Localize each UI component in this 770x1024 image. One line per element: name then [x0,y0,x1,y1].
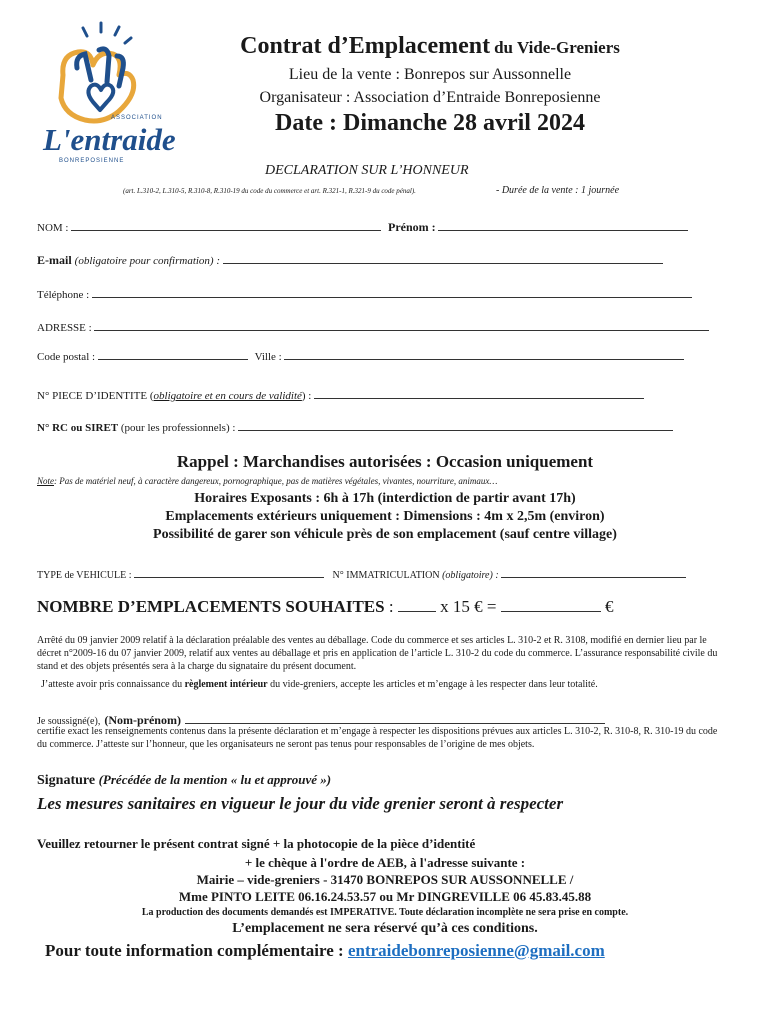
prenom-label: Prénom : [387,220,436,234]
emplacements-price: x 15 € = [440,597,497,616]
immat-field[interactable] [501,566,686,578]
sanitary-notice: Les mesures sanitaires en vigueur le jour du vide grenier seront à respecter [37,794,564,813]
code-postal-field[interactable] [98,348,248,360]
code-postal-label: Code postal : [37,351,96,363]
rappel-emplacements: Emplacements extérieurs uniquement : Dimensions : 4m x 2,5m (environ) [165,509,605,524]
ville-label: Ville : [254,351,282,363]
piece-identite-note: obligatoire et en cours de validité [153,390,302,402]
piece-identite-label: N° PIECE D’IDENTITE ( [37,390,154,402]
emplacements-currency: € [604,597,614,616]
rc-siret-row [37,419,673,434]
title-suffix: du Vide-Greniers [494,38,620,57]
piece-identite-end: ) : [301,390,312,402]
contact-row [45,941,605,961]
page-title [200,33,660,60]
piece-identite-field[interactable] [314,387,644,399]
declaration-title: DECLARATION SUR L’HONNEUR [265,163,469,178]
association-logo [33,20,176,170]
organizer: Organisateur : Association d’Entraide Bonreposienne [259,89,601,106]
rappel-parking: Possibilité de garer son véhicule près de son emplacement (sauf centre village) [153,527,617,542]
retour-imperative: La production des documents demandés est IMPERATIVE. Toute déclaration incomplète ne sera prise en compte. [141,907,629,918]
adresse-label: ADRESSE : [37,322,92,334]
telephone-label: Téléphone : [37,289,90,301]
adresse-row [37,319,709,334]
emplacements-total-field[interactable] [501,597,601,612]
emplacements-label: NOMBRE D’EMPLACEMENTS SOUHAITES [37,597,385,616]
atteste-text-1: J’atteste avoir pris connaissance du [41,679,183,690]
nom-field[interactable] [71,219,381,231]
arrete-text: Arrêté du 09 janvier 2009 relatif à la déclaration préalable des ventes au déballage. Code du commerce et ses articles L. 310-2 et R. 3108, modifié en dernier lieu par le décret n°2009-16 du 07 janvier 2009, relatif aux ventes au déballage et pris en application de l’article L. 310-2 du code du commerce. L’assurance responsabilité civile du stand et des objets présentés sera à la charge du signataire du présent document. [37,635,718,672]
emplacements-row [37,597,613,617]
signature-label: Signature [37,773,96,788]
emplacements-colon: : [388,597,394,616]
legal-reference: (art. L.310-2, L.310-5, R.310-8, R.310-19 du code du commerce et art. R.321-1, R.321-9 du code pénal). [123,187,416,195]
nom-prenom-field[interactable] [185,712,605,724]
signature-note: (Précédée de la mention « lu et approuvé ») [98,772,332,787]
contact-email-link[interactable]: entraidebonreposienne@gmail.com [347,941,605,960]
email-label: E-mail [37,253,72,267]
soussigne-label: Je soussigné(e), [37,716,101,727]
immat-note: (obligatoire) : [442,570,499,581]
vehicle-type-field[interactable] [134,566,324,578]
signature-row [37,772,331,789]
retour-address: Mairie – vide-greniers - 31470 BONREPOS SUR AUSSONNELLE / [196,872,574,887]
title-main: Contrat d’Emplacement [240,33,491,59]
sale-date: Date : Dimanche 28 avril 2024 [275,110,585,136]
adresse-field[interactable] [94,319,709,331]
rc-siret-label: N° RC ou SIRET [37,422,119,434]
immat-label: N° IMMATRICULATION [332,570,440,581]
prenom-field[interactable] [438,219,688,231]
code-postal-row [37,348,684,363]
logo-main-text: L'entraide [43,122,176,157]
atteste-bold: règlement intérieur [184,679,268,690]
email-row [37,252,663,268]
vehicle-type-label: TYPE de VEHICULE : [37,570,132,581]
rc-siret-field[interactable] [238,419,673,431]
logo-small-text: ASSOCIATION [111,115,163,121]
nom-label: NOM : [37,222,69,234]
atteste-reglement [41,679,598,690]
soussigne-text: certifie exact les renseignements contenus dans la présente déclaration et m’engage à respecter les dispositions prévues aux articles L. 310-2, R. 310-8, R. 310-19 du code du commerce. J’atteste sur l’honneur, que les organisateurs ne seront pas tenus pour responsables de l’origine de mes objets. [37,726,718,750]
sale-duration: - Durée de la vente : 1 journée [496,185,620,196]
rc-siret-note: (pour les professionnels) : [120,422,236,434]
rappel-note-label: Note [37,476,54,486]
retour-conditions: L’emplacement ne sera réservé qu’à ces conditions. [232,921,538,936]
ville-field[interactable] [284,348,684,360]
nom-row [37,219,688,235]
email-field[interactable] [223,252,663,264]
soussigne-bold: (Nom-prénom) [104,713,181,727]
rappel-title: Rappel : Marchandises autorisées : Occasion uniquement [176,452,594,471]
atteste-text-2: du vide-greniers, accepte les articles et m’engage à les respecter dans leur totalité. [270,679,598,690]
email-note: (obligatoire pour confirmation) : [74,255,221,267]
rappel-note-text: : Pas de matériel neuf, à caractère dangereux, pornographique, pas de matières végétales, vivantes, nourriture, animaux… [54,476,498,486]
telephone-row [37,286,692,301]
rappel-note [37,476,497,486]
telephone-field[interactable] [92,286,692,298]
emplacements-count-field[interactable] [398,597,436,612]
logo-sub-text: BONREPOSIENNE [59,158,125,164]
contact-label: Pour toute information complémentaire : [45,941,344,960]
rappel-horaires: Horaires Exposants : 6h à 17h (interdiction de partir avant 17h) [194,491,576,506]
retour-line-1: Veuillez retourner le présent contrat signé + la photocopie de la pièce d’identité [37,836,476,851]
piece-identite-row [37,387,644,402]
sale-place: Lieu de la vente : Bonrepos sur Aussonnelle [288,66,572,83]
vehicle-row [37,566,686,581]
retour-phones: Mme PINTO LEITE 06.16.24.53.57 ou Mr DINGREVILLE 06 45.83.45.88 [178,889,592,904]
retour-line-2: + le chèque à l'ordre de AEB, à l'adresse suivante : [244,855,526,870]
